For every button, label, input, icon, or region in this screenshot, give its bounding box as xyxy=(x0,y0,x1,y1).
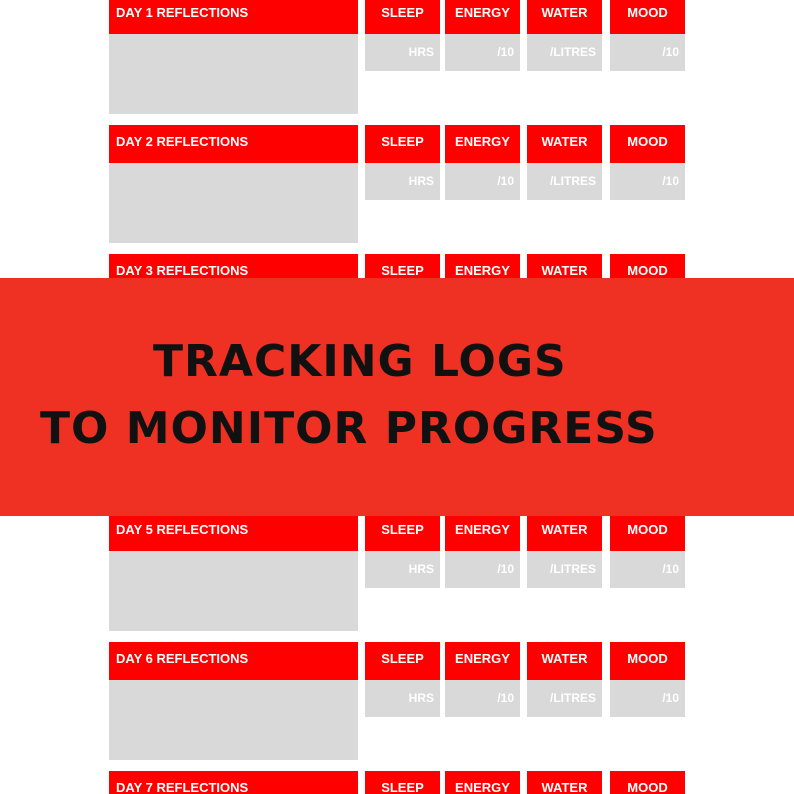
sleep-header: SLEEP xyxy=(365,125,440,163)
sleep-field[interactable]: HRS xyxy=(365,680,440,717)
sleep-header: SLEEP xyxy=(365,642,440,680)
reflections-input[interactable] xyxy=(109,34,358,114)
sleep-field[interactable]: HRS xyxy=(365,163,440,200)
mood-field[interactable]: /10 xyxy=(610,163,685,200)
mood-header: MOOD xyxy=(610,771,685,794)
sleep-header: SLEEP xyxy=(365,254,440,292)
mood-field[interactable]: /10 xyxy=(610,34,685,71)
water-header: WATER xyxy=(527,0,602,34)
mood-field[interactable]: /10 xyxy=(610,680,685,717)
sleep-field[interactable]: HRS xyxy=(365,34,440,71)
water-header: WATER xyxy=(527,513,602,551)
water-header: WATER xyxy=(527,125,602,163)
mood-header: MOOD xyxy=(610,254,685,292)
day-reflections-header: DAY 1 REFLECTIONS xyxy=(109,0,358,34)
reflections-input[interactable] xyxy=(109,551,358,631)
water-field[interactable]: /LITRES xyxy=(527,163,602,200)
energy-field[interactable]: /10 xyxy=(445,680,520,717)
energy-field[interactable]: /10 xyxy=(445,163,520,200)
mood-field[interactable]: /10 xyxy=(610,551,685,588)
sleep-field[interactable]: HRS xyxy=(365,551,440,588)
day-2-log xyxy=(0,125,794,249)
energy-header: ENERGY xyxy=(445,513,520,551)
water-header: WATER xyxy=(527,642,602,680)
energy-field[interactable]: /10 xyxy=(445,551,520,588)
reflections-input[interactable] xyxy=(109,680,358,760)
sleep-header: SLEEP xyxy=(365,513,440,551)
promo-banner xyxy=(0,278,794,516)
water-header: WATER xyxy=(527,254,602,292)
water-field[interactable]: /LITRES xyxy=(527,551,602,588)
mood-header: MOOD xyxy=(610,642,685,680)
sleep-header: SLEEP xyxy=(365,0,440,34)
day-reflections-header: DAY 7 REFLECTIONS xyxy=(109,771,358,794)
energy-header: ENERGY xyxy=(445,771,520,794)
day-6-log xyxy=(0,642,794,766)
energy-header: ENERGY xyxy=(445,125,520,163)
day-reflections-header: DAY 3 REFLECTIONS xyxy=(109,254,358,292)
energy-header: ENERGY xyxy=(445,642,520,680)
water-field[interactable]: /LITRES xyxy=(527,34,602,71)
mood-header: MOOD xyxy=(610,125,685,163)
mood-header: MOOD xyxy=(610,513,685,551)
mood-header: MOOD xyxy=(610,0,685,34)
reflections-input[interactable] xyxy=(109,163,358,243)
water-field[interactable]: /LITRES xyxy=(527,680,602,717)
day-7-log xyxy=(0,771,794,794)
day-reflections-header: DAY 2 REFLECTIONS xyxy=(109,125,358,163)
day-5-log xyxy=(0,513,794,637)
banner-title-line-1: TRACKING LOGS xyxy=(153,336,567,387)
day-1-log xyxy=(0,0,794,120)
energy-header: ENERGY xyxy=(445,254,520,292)
day-reflections-header: DAY 6 REFLECTIONS xyxy=(109,642,358,680)
water-header: WATER xyxy=(527,771,602,794)
energy-header: ENERGY xyxy=(445,0,520,34)
energy-field[interactable]: /10 xyxy=(445,34,520,71)
day-reflections-header: DAY 5 REFLECTIONS xyxy=(109,513,358,551)
sleep-header: SLEEP xyxy=(365,771,440,794)
banner-title-line-2: TO MONITOR PROGRESS xyxy=(40,403,658,454)
